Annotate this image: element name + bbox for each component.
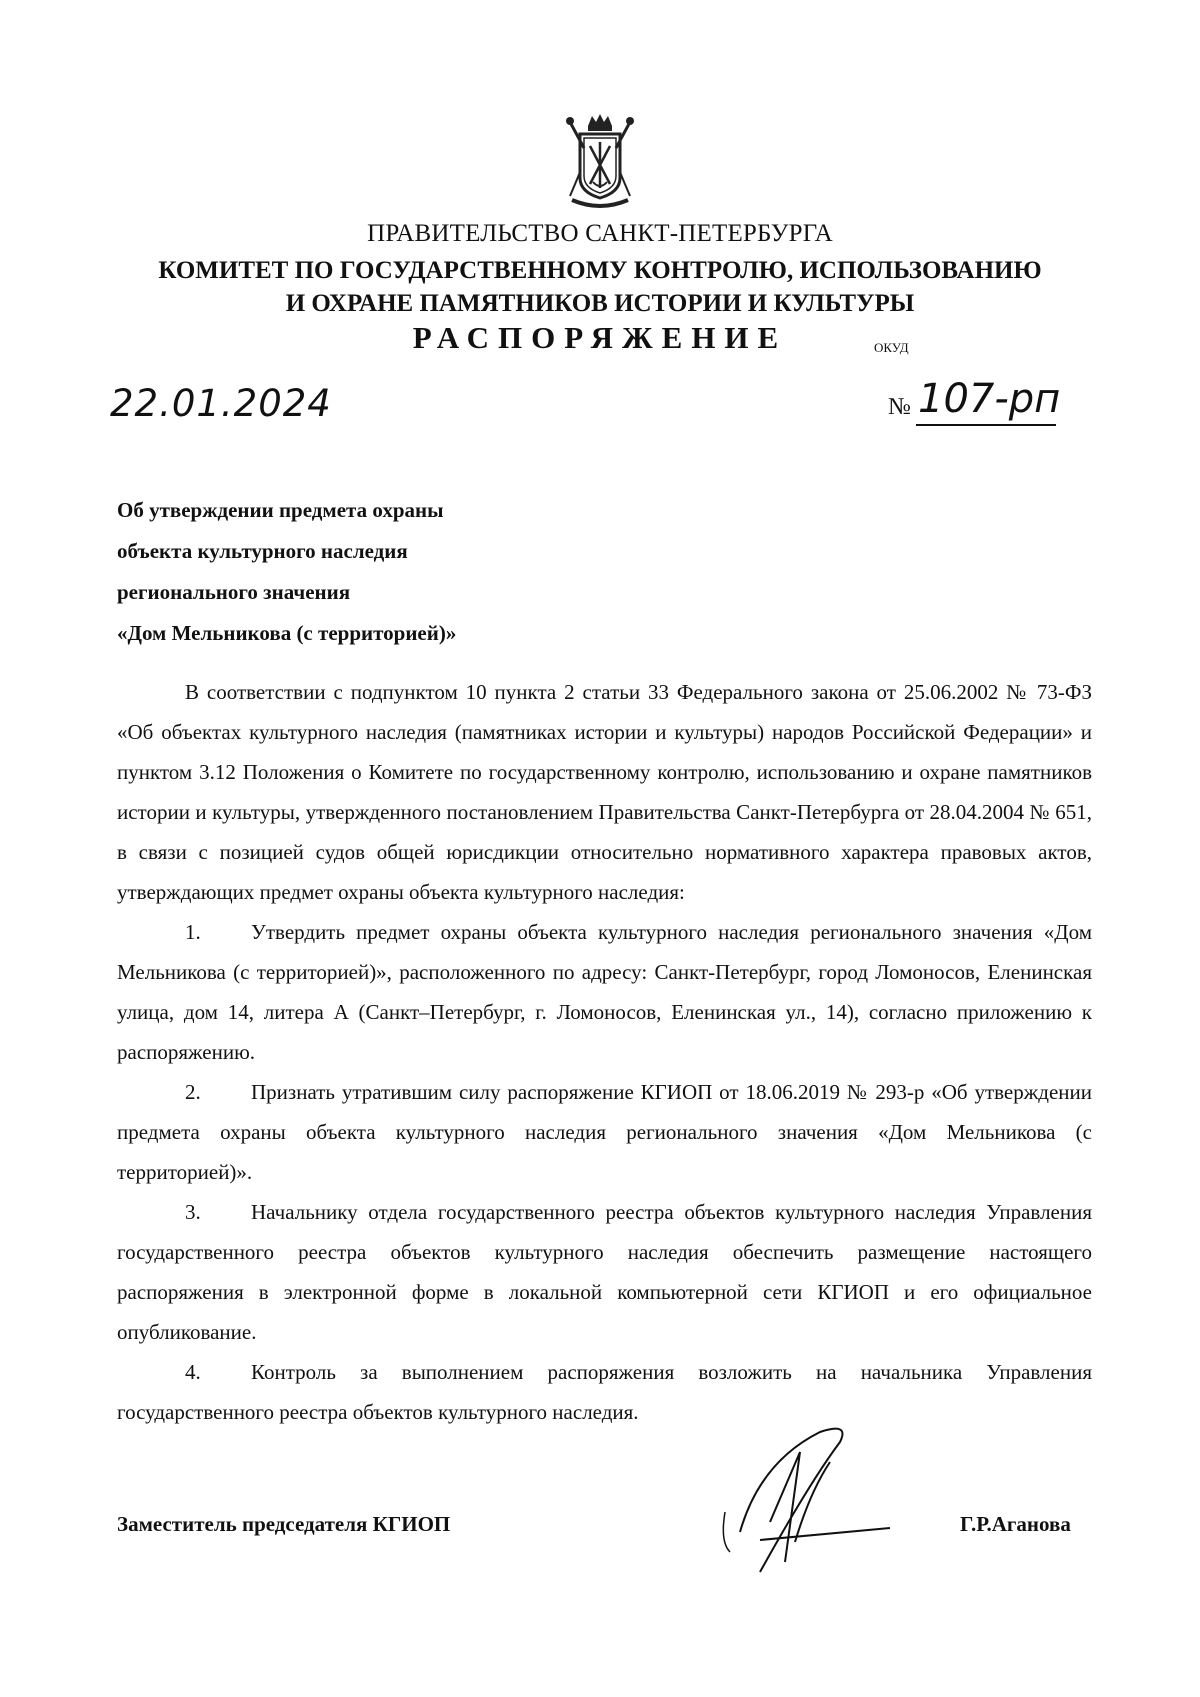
- item-text: Утвердить предмет охраны объекта культурного наследия регионального значения «Дом Мельникова (с территорией)», расположенного по адресу: Санкт-Петербург, город Ломоносов, Еленинская улица, дом 14, литера А (Санкт–Петербург, г. Ломоносов, Еленинская ул., 14), согласно приложению к распоряжению.: [117, 920, 1092, 1064]
- signer-position: Заместитель председателя КГИОП: [117, 1512, 451, 1536]
- item-text: Начальнику отдела государственного реестра объектов культурного наследия Управления государственного реестра объектов культурного наследия обеспечить размещение настоящего распоряжения в электронной форме в локальной компьютерной сети КГИОП и его официальное опубликование.: [117, 1200, 1092, 1344]
- order-item-2: [117, 1072, 1092, 1192]
- preamble-paragraph: В соответствии с подпунктом 10 пункта 2 статьи 33 Федерального закона от 25.06.2002 № 73-ФЗ «Об объектах культурного наследия (памятниках истории и культуры) народов Российской Федерации» и пунктом 3.12 Положения о Комитете по государственному контролю, использованию и охране памятников истории и культуры, утвержденного постановлением Правительства Санкт-Петербурга от 28.04.2004 № 651, в связи с позицией судов общей юрисдикции относительно нормативного характера правовых актов, утверждающих предмет охраны объекта культурного наследия:: [117, 680, 1092, 904]
- government-name: ПРАВИТЕЛЬСТВО САНКТ-ПЕТЕРБУРГА: [367, 220, 833, 247]
- order-item-1: [117, 912, 1092, 1072]
- okud-label: ОКУД: [874, 340, 909, 355]
- subject-line: регионального значения: [117, 580, 351, 604]
- committee-name-line-1: КОМИТЕТ ПО ГОСУДАРСТВЕННОМУ КОНТРОЛЮ, ИСПОЛЬЗОВАНИЮ: [158, 257, 1042, 284]
- order-item-4: [117, 1352, 1092, 1432]
- document-body: [117, 672, 1092, 1432]
- item-text: Признать утратившим силу распоряжение КГИОП от 18.06.2019 № 293-р «Об утверждении предмета охраны объекта культурного наследия регионального значения «Дом Мельникова (с территорией)».: [117, 1080, 1092, 1184]
- document-subject: [117, 490, 456, 654]
- item-number: 2.: [185, 1080, 201, 1104]
- document-number-label: №: [888, 394, 911, 420]
- item-number: 3.: [185, 1200, 201, 1224]
- subject-line: объекта культурного наследия: [117, 539, 408, 563]
- item-number: 1.: [185, 920, 201, 944]
- signer-name: Г.Р.Аганова: [960, 1512, 1071, 1536]
- item-number: 4.: [185, 1360, 201, 1384]
- document-type-title: РАСПОРЯЖЕНИЕ: [412, 320, 788, 355]
- committee-name: [0, 254, 1200, 320]
- document-number-underline: [916, 424, 1056, 426]
- subject-line: Об утверждении предмета охраны: [117, 498, 444, 522]
- handwritten-signature: [700, 1422, 910, 1582]
- committee-name-line-2: И ОХРАНЕ ПАМЯТНИКОВ ИСТОРИИ И КУЛЬТУРЫ: [285, 290, 915, 317]
- document-date: 22.01.2024: [110, 382, 332, 425]
- order-item-3: [117, 1192, 1092, 1352]
- subject-line: «Дом Мельникова (с территорией)»: [117, 621, 457, 645]
- document-number: 107-рп: [918, 376, 1061, 422]
- coat-of-arms-icon: [560, 112, 640, 212]
- item-text: Контроль за выполнением распоряжения возложить на начальника Управления государственного реестра объектов культурного наследия.: [117, 1360, 1092, 1424]
